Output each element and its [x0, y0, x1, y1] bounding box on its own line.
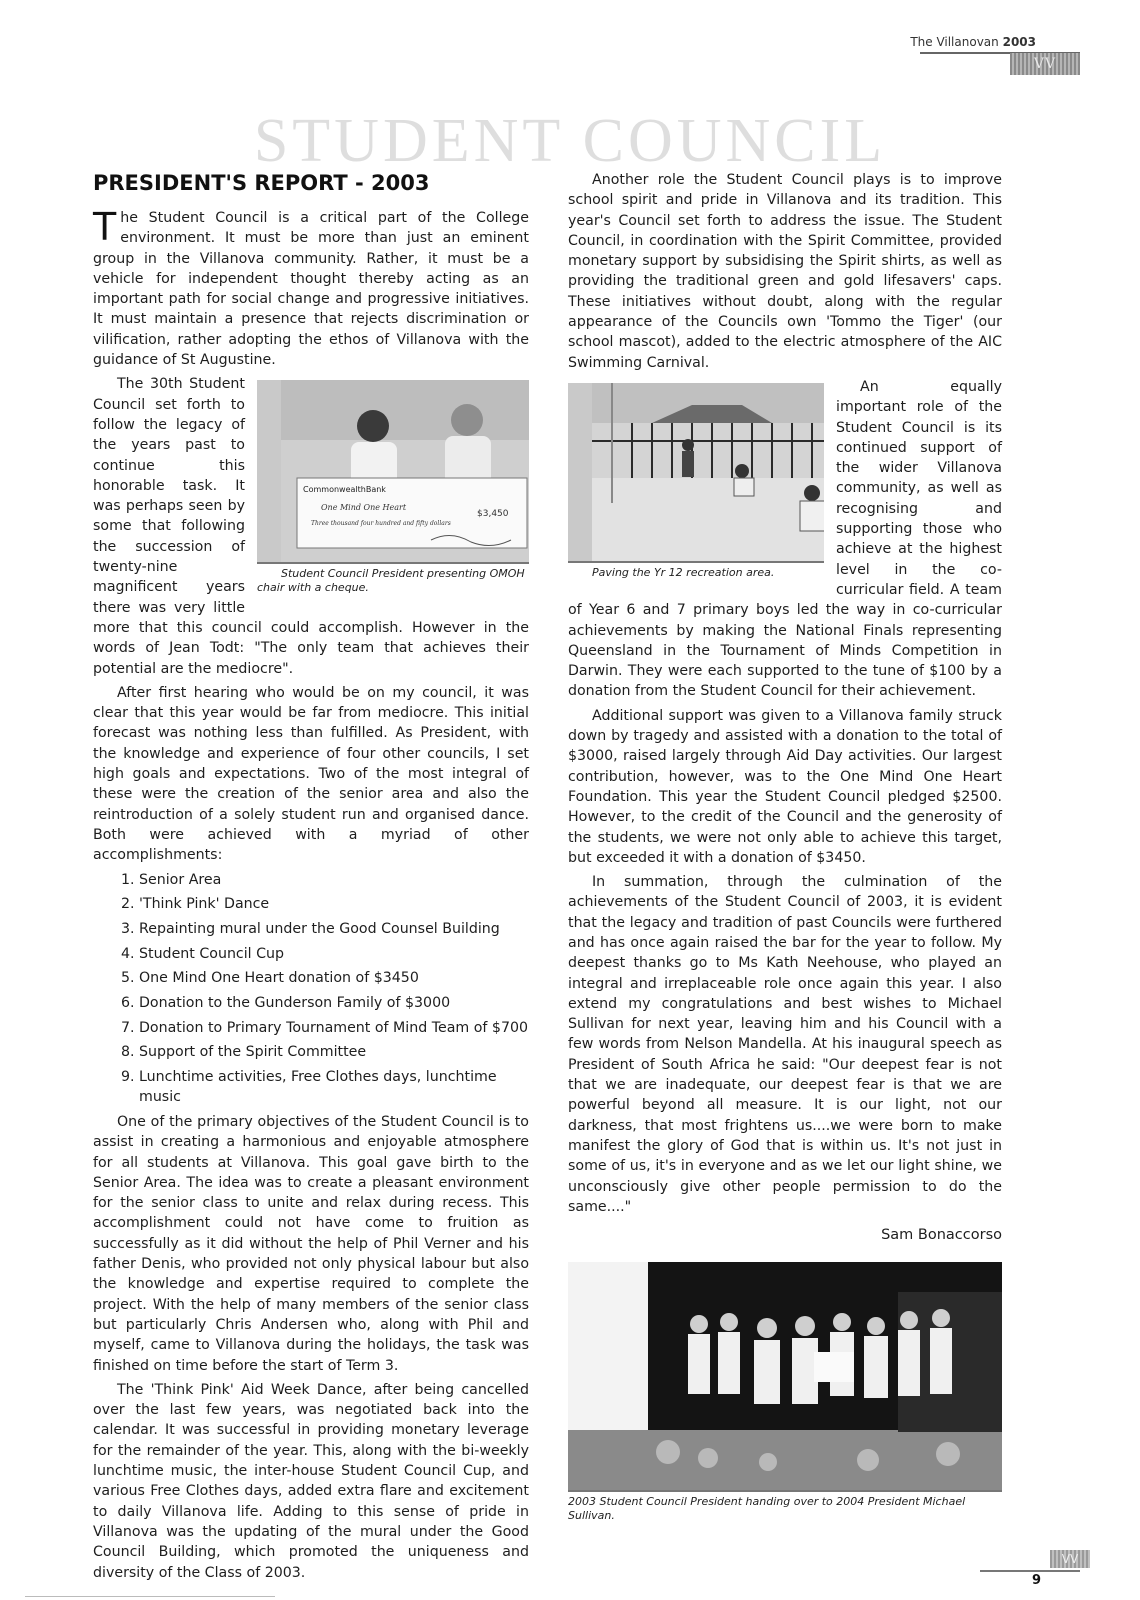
- cheque-photo: [257, 380, 529, 564]
- list-item: 1. Senior Area: [139, 870, 529, 890]
- paragraph: Another role the Student Council plays is to improve school spirit and pride in Villanova and its tradition. This year's Council set forth to address the issue. The Student Council, in coordination with the Spirit Committee, provided monetary support by subsidising the Spirit shirts, as well as providing the traditional green and gold lifesavers' caps. These initiatives without doubt, along with the regular appearance of the Councils own 'Tommo the Tiger' (our school mascot), added to the electric atmosphere of the AIC Swimming Carnival.: [568, 172, 1002, 371]
- paving-photo: [568, 383, 824, 563]
- header-title: The Villanovan 2003: [910, 35, 1036, 49]
- paragraph: Additional support was given to a Villanova family struck down by tragedy and assisted with a donation to the total of $3000, raised largely through Aid Day activities. Our largest contribution, however, was to the One Mind One Heart Foundation. This year the Student Council pledged $2500. However, to the credit of the Council and the generosity of the students, we were not only able to achieve this target, but exceeded it with a donation of $3450.: [568, 707, 1002, 866]
- drop-cap: T: [93, 205, 117, 249]
- list-item: 8. Support of the Spirit Committee: [139, 1042, 529, 1062]
- list-item: 4. Student Council Cup: [139, 944, 529, 964]
- paragraph: The Student Council is a critical part of the College environment. It must be more than just an eminent group in the Villanova community. Rather, it must be a vehicle for independent thought thereby acting as an important path for social change and progressive initiatives. It must maintain a presence that rejects discrimination or vilification, rather adopting the ethos of Villanova with the guidance of St Augustine.: [93, 205, 529, 369]
- paving-photo-figure: [568, 383, 824, 580]
- paragraph: One of the primary objectives of the Student Council is to assist in creating a harmonious and enjoyable atmosphere for all students at Villanova. This goal gave birth to the Senior Area. The idea was to create a pleasant environment for the senior class to unite and relax during recess. This accomplishment could not have come to fruition as successfully as it did without the help of Phil Verner and his father Denis, who provided not only physical labour but also the knowledge and expertise required to complete the project. With the help of many members of the senior class but particularly Chris Andersen who, along with Phil and myself, came to Villanova during the holidays, the task was finished on time before the start of Term 3.: [93, 1113, 529, 1374]
- handover-photo-image: [568, 1262, 1002, 1490]
- cheque-payee: One Mind One Heart: [321, 503, 407, 513]
- paragraph: CommonwealthBank One Mind One Heart Three thousand four hundred and fifty dollars $3,450 Student Council President presenting OMOH chair with a cheque. The 30th Student Council set forth to follow the legacy of the years past to continue this honorable task. It was perhaps seen by some that following the succession of twenty-nine magnificent years there was very little more that this council could accomplish. However in the words of Jean Todt: "The only team that achieves their potential are the mediocre".: [93, 374, 529, 678]
- running-header: [860, 33, 1080, 77]
- paragraph: In summation, through the culmination of the achievements of the Student Council of 2003, it is evident that the legacy and tradition of past Councils were furthered and has once again raised the bar for the year to follow. My deepest thanks go to Ms Kath Neehouse, who played an integral and irreplaceable role once again this year. I also extend my congratulations and best wishes to Michael Sullivan for next year, leaving him and his Council with a few words from Nelson Mandella. At his inaugural speech as President of South Africa he said: "Our deepest fear is not that we are inadequate, our deepest fear is that we are powerful beyond all measure. It is our light, not our darkness, that most frightens us....we were born to make manifest the glory of God that is within us. It's not just in some of us, it's in everyone and as we let our light shine, we unconsciously give other people permission to do the same....": [568, 874, 1002, 1215]
- handover-photo-figure: [568, 1262, 1002, 1523]
- right-column: [568, 170, 1002, 1245]
- author-signature: Sam Bonaccorso: [881, 1227, 1002, 1244]
- page-title: STUDENT COUNCIL: [253, 107, 887, 175]
- paragraph: Paving the Yr 12 recreation area. An equally important role of the Student Council is its continued support of the wider Villanova community, as well as recognising and supporting those who achieve at the highest level in the co-curricular field. A team of Year 6 and 7 primary boys led the way in co-curricular achievements by making the National Finals representing Queensland in the Tournament of Minds Competition in Darwin. They were each supported to the tune of $100 by a donation from the Student Council for their achievement.: [568, 378, 1002, 700]
- list-item: 9. Lunchtime activities, Free Clothes days, lunchtime music: [139, 1067, 529, 1108]
- cheque-photo-image: [281, 380, 529, 562]
- footer-logo: VV: [1050, 1550, 1090, 1568]
- list-item: 6. Donation to the Gunderson Family of $3000: [139, 993, 529, 1013]
- footer-rule: [980, 1570, 1080, 1572]
- list-item: 2. 'Think Pink' Dance: [139, 894, 529, 914]
- paving-photo-image: [592, 383, 824, 561]
- report-heading: PRESIDENT'S REPORT - 2003: [93, 171, 430, 195]
- cheque-words: Three thousand four hundred and fifty dollars: [311, 520, 451, 528]
- cheque-amount: $3,450: [477, 509, 509, 520]
- list-item: 3. Repainting mural under the Good Counsel Building: [139, 919, 529, 939]
- list-item: 5. One Mind One Heart donation of $3450: [139, 968, 529, 988]
- cheque-photo-caption: Student Council President presenting OMOH chair with a cheque.: [257, 567, 525, 595]
- header-logo: VV: [1010, 53, 1080, 75]
- left-column: [93, 170, 529, 1587]
- bottom-rule: [25, 1596, 275, 1597]
- handover-photo: [568, 1262, 1002, 1492]
- paving-photo-caption: Paving the Yr 12 recreation area.: [592, 565, 775, 579]
- cheque-bank: CommonwealthBank: [303, 485, 386, 495]
- cheque-photo-figure: [257, 380, 529, 595]
- list-item: 7. Donation to Primary Tournament of Mind Team of $700: [139, 1018, 529, 1038]
- page-number: 9: [1032, 1573, 1042, 1588]
- handover-photo-caption: 2003 Student Council President handing over to 2004 President Michael Sullivan.: [568, 1495, 966, 1522]
- paragraph: The 'Think Pink' Aid Week Dance, after being cancelled over the last few years, was negotiated back into the calendar. It was successful in providing monetary leverage for the remainder of the year. This, along with the bi-weekly lunchtime music, the inter-house Student Council Cup, and various Free Clothes days, added extra flare and excitement to daily Villanova life. Adding to this sense of pride in Villanova was the updating of the mural under the Good Council Building, which promoted the uniqueness and diversity of the Class of 2003.: [93, 1381, 529, 1581]
- paragraph: After first hearing who would be on my council, it was clear that this year would be far from mediocre. This initial forecast was nothing less than fulfilled. As President, with the knowledge and experience of four other councils, I set high goals and expectations. Two of the most integral of these were the creation of the senior area and also the reintroduction of a solely student run and organised dance. Both were achieved with a myriad of other accomplishments:: [93, 684, 529, 864]
- accomplishments-list: [93, 870, 529, 1108]
